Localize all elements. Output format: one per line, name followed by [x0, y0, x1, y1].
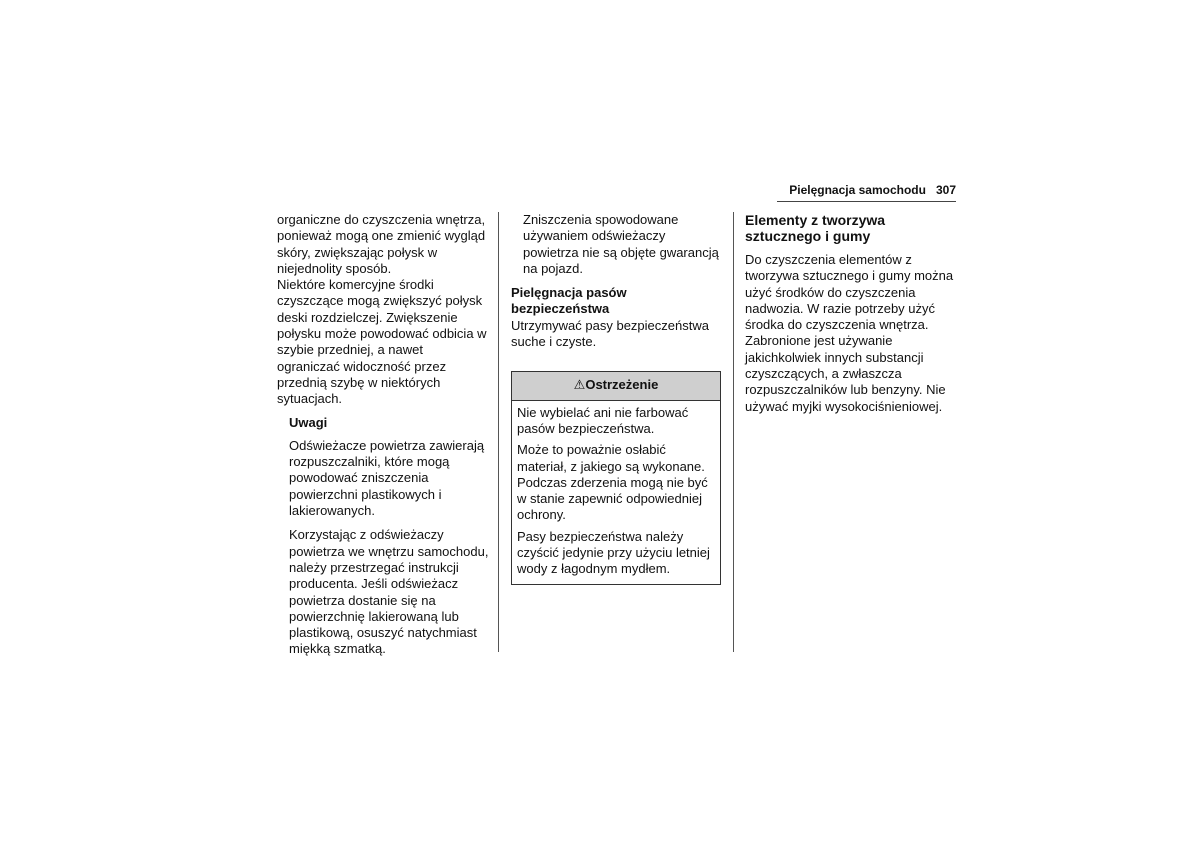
warning-paragraph-1: Nie wybielać ani nie farbować pasów bezpieczeństwa.: [517, 404, 689, 436]
warning-paragraph-2: Może to poważnie osłabić materiał, z jakiego są wykonane. Podczas zderzenia mogą nie być w stanie zapewnić odpowiedniej ochrony.: [517, 442, 708, 523]
warning-box: [511, 371, 721, 584]
note-continuation: Zniszczenia spowodowane używaniem odświeżaczy powietrza nie są objęte gwarancją na pojazd.: [523, 212, 719, 276]
warning-body: [512, 401, 720, 584]
warning-header: [512, 372, 720, 400]
section-heading-plastic-rubber: Elementy z tworzywa sztucznego i gumy: [745, 212, 886, 244]
paragraph-plastic-rubber: Do czyszczenia elementów z tworzywa sztucznego i gumy można użyć środków do czyszczenia nadwozia. W razie potrzeby użyć środka do czyszczenia wnętrza. Zabronione jest używanie jakichkolwiek innych substancji czyszczących, a zwłaszcza rozpuszczalników lub benzyny. Nie używać myjki wysokociśnieniowej.: [745, 252, 954, 414]
page-number: 307: [935, 183, 956, 197]
paragraph-leather-cleaning: organiczne do czyszczenia wnętrza, ponieważ mogą one zmienić wygląd skóry, zwiększając połysk w niejednolity sposób.: [277, 212, 486, 276]
page-header: [777, 183, 956, 197]
section-heading-seatbelts: Pielęgnacja pasów bezpieczeństwa: [511, 285, 627, 317]
column-2: [511, 212, 723, 585]
note-paragraph-1: Odświeżacze powietrza zawierają rozpuszczalniki, które mogą powodować zniszczenia powierzchni plastikowych i lakierowanych.: [289, 437, 485, 519]
header-divider: [777, 201, 956, 202]
paragraph-dashboard-gloss: Niektóre komercyjne środki czyszczące mogą zwiększyć połysk deski rozdzielczej. Zwiększenie połysku może powodować odbicia w szybie przedniej, a nawet ograniczać widoczność przez przednią szybę w niektórych sytuacjach.: [277, 277, 487, 407]
note-paragraph-2: Korzystając z odświeżaczy powietrza we wnętrzu samochodu, należy przestrzegać instrukcji producenta. Jeśli odświeżacz powietrza dostanie się na powierzchnię lakierowaną lub plastikową, osuszyć natychmiast miękką szmatką.: [289, 527, 489, 657]
warning-icon: ⚠: [573, 377, 586, 393]
column-3: [745, 212, 957, 415]
section-title: Pielęgnacja samochodu: [789, 183, 926, 197]
warning-title: Ostrzeżenie: [585, 377, 659, 393]
column-divider-1: [498, 212, 499, 652]
column-divider-2: [733, 212, 734, 652]
column-1: [277, 212, 489, 658]
paragraph-seatbelts: Utrzymywać pasy bezpieczeństwa suche i czyste.: [511, 317, 709, 350]
warning-paragraph-3: Pasy bezpieczeństwa należy czyścić jedynie przy użyciu letniej wody z łagodnym mydłem.: [517, 528, 710, 577]
note-title: Uwagi: [289, 414, 328, 430]
